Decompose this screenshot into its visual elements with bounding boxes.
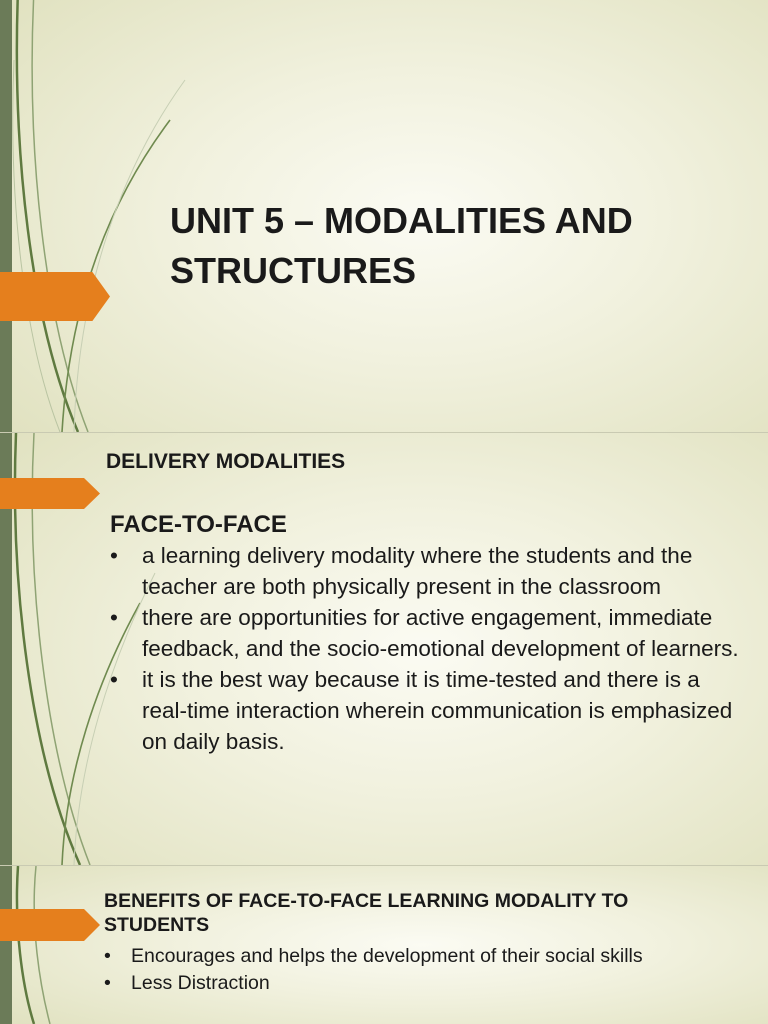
- section-heading: BENEFITS OF FACE-TO-FACE LEARNING MODALITY TO STUDENTS: [104, 890, 629, 936]
- bullet-list: [110, 540, 750, 757]
- list-item: • Encourages and helps the development of their social skills: [104, 943, 744, 969]
- list-item: • it is the best way because it is time-tested and there is a real-time interaction wherein communication is emphasized on daily basis.: [110, 664, 750, 757]
- slide-3: [0, 866, 768, 1024]
- list-item: • there are opportunities for active engagement, immediate feedback, and the socio-emotional development of learners.: [110, 602, 750, 664]
- accent-tab: [0, 909, 100, 941]
- section-subheading: FACE-TO-FACE: [110, 511, 287, 538]
- slide-1: [0, 0, 768, 432]
- list-item: • a learning delivery modality where the students and the teacher are both physically present in the classroom: [110, 540, 750, 602]
- slide-title: UNIT 5 – MODALITIES AND STRUCTURES: [170, 200, 633, 291]
- list-item: • Less Distraction: [104, 970, 744, 996]
- bullet-list: [104, 943, 744, 997]
- slide-2: [0, 433, 768, 865]
- accent-tab: [0, 478, 100, 509]
- accent-tab: [0, 272, 110, 321]
- section-heading: DELIVERY MODALITIES: [106, 450, 346, 473]
